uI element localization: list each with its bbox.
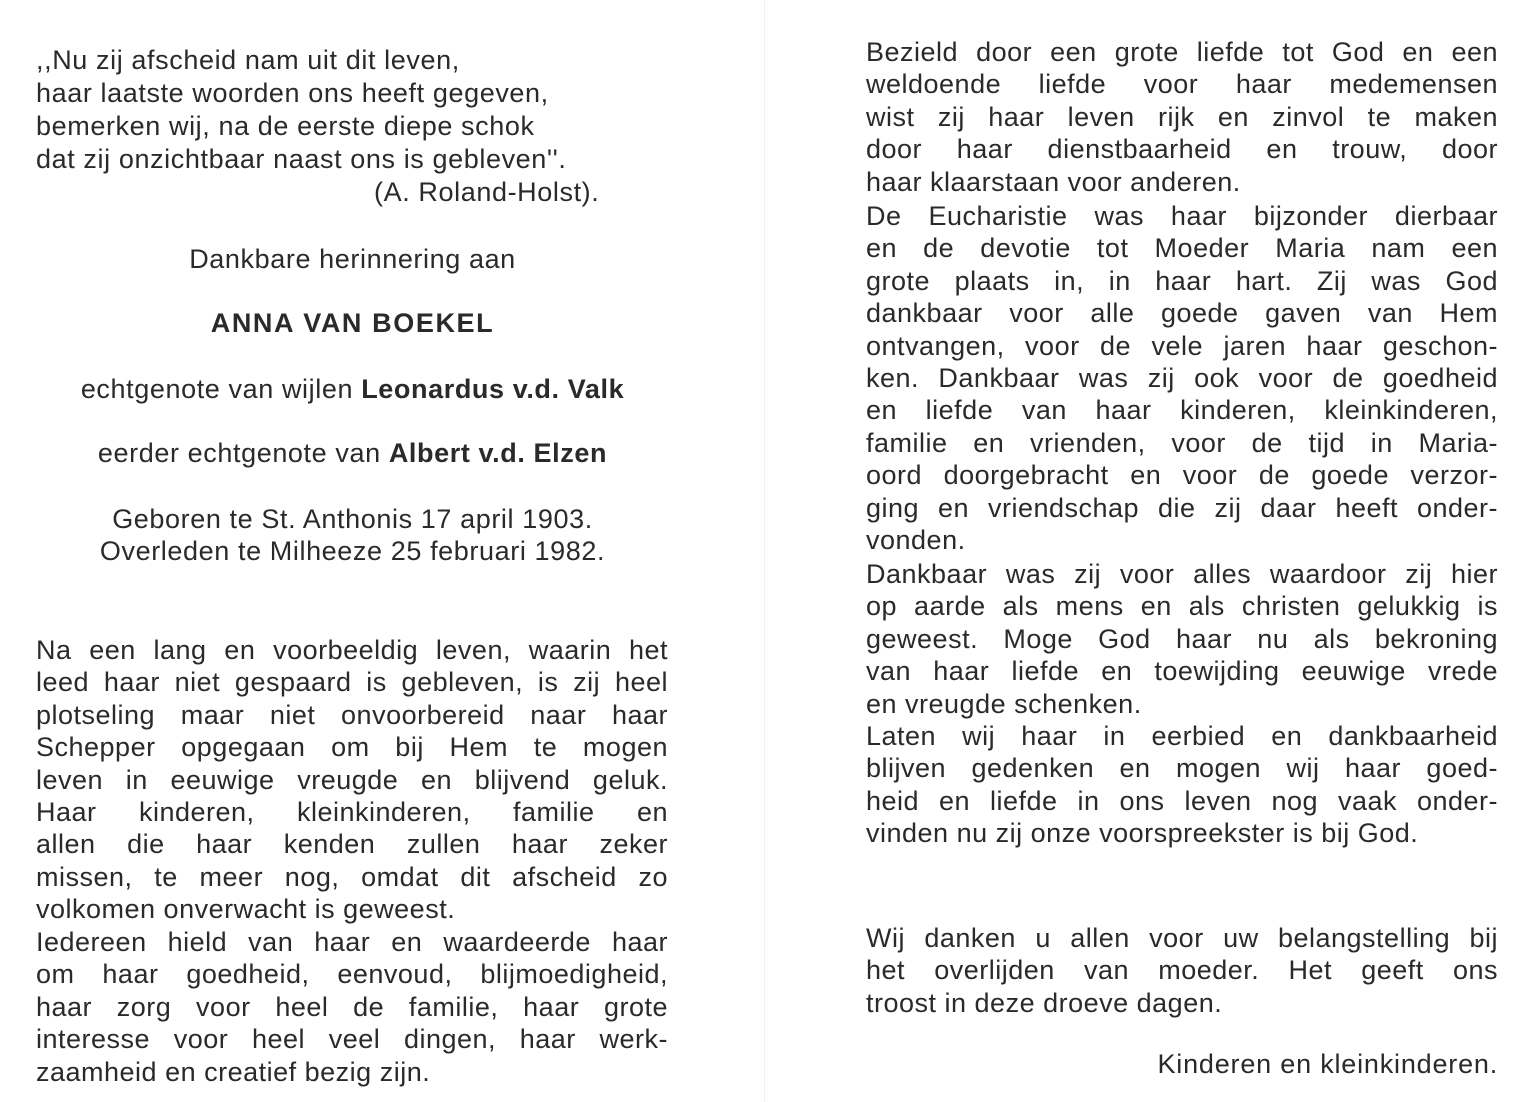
text-line: dankbaar voor alle goede gaven van Hem (866, 298, 1498, 329)
text-line: allen die haar kenden zullen haar zeker (36, 829, 668, 860)
text-line: en liefde van haar kinderen, kleinkinderen, (866, 395, 1498, 426)
poem-line: bemerken wij, na de eerste diepe schok (36, 111, 535, 141)
text-line: Haar kinderen, kleinkinderen, familie en (36, 797, 668, 828)
text-line: leed haar niet gespaard is gebleven, is zij heel (36, 667, 668, 698)
text-line: grote plaats in, in haar hart. Zij was God (866, 265, 1498, 296)
right-paragraph-4 (866, 720, 1498, 850)
right-paragraph-1 (866, 36, 1498, 198)
text-line: om haar goedheid, eenvoud, blijmoedigheid, (36, 959, 668, 990)
signoff: Kinderen en kleinkinderen. (1157, 1049, 1498, 1079)
text-line: vinden nu zij onze voorspreekster is bij God. (866, 818, 1419, 849)
text-line: Schepper opgegaan om bij Hem te mogen (36, 732, 668, 763)
text-line: zaamheid en creatief bezig zijn. (36, 1056, 431, 1087)
text-line: Wij danken u allen voor uw belangstelling bij (866, 923, 1498, 953)
birth-line: Geboren te St. Anthonis 17 april 1903. (112, 504, 593, 534)
former-spouse-line (0, 438, 705, 469)
text-line: missen, te meer nog, omdat dit afscheid zo (36, 861, 668, 892)
text-line: Na een lang en voorbeeldig leven, waarin het (36, 635, 668, 665)
spouse-line (0, 374, 705, 405)
right-paragraph-2 (866, 200, 1498, 556)
spouse-prefix: echtgenote van wijlen (80, 374, 354, 404)
left-paragraph-2 (36, 926, 668, 1088)
poem (36, 44, 656, 207)
text-line: door haar dienstbaarheid en trouw, door (866, 134, 1498, 165)
text-line: geweest. Moge God haar nu als bekroning (866, 623, 1498, 654)
deceased-name: ANNA VAN BOEKEL (210, 308, 495, 338)
text-line: ging en vriendschap die zij daar heeft onder- (866, 492, 1498, 523)
text-line: Bezield door een grote liefde tot God en een (866, 37, 1498, 67)
left-paragraph-1 (36, 634, 668, 926)
former-spouse-name: Albert v.d. Elzen (388, 438, 608, 468)
text-line: leven in eeuwige vreugde en blijvend geluk. (36, 764, 668, 795)
text-line: Iedereen hield van haar en waardeerde haar (36, 927, 668, 957)
poem-author: (A. Roland-Holst). (374, 177, 600, 207)
text-line: familie en vrienden, voor de tijd in Maria- (866, 427, 1498, 458)
text-line: en de devotie tot Moeder Maria nam een (866, 233, 1498, 264)
text-line: wist zij haar leven rijk en zinvol te maken (866, 101, 1498, 132)
text-line: Laten wij haar in eerbied en dankbaarheid (866, 721, 1498, 751)
poem-line: haar laatste woorden ons heeft gegeven, (36, 78, 549, 108)
text-line: van haar liefde en toewijding eeuwige vrede (866, 656, 1498, 687)
text-line: vonden. (866, 525, 966, 556)
thanks-paragraph (866, 922, 1498, 1019)
spouse-name: Leonardus v.d. Valk (361, 374, 625, 404)
death-line: Overleden te Milheeze 25 februari 1982. (99, 536, 606, 566)
right-paragraph-3 (866, 558, 1498, 720)
page-fold-divider (764, 0, 765, 1102)
text-line: haar klaarstaan voor anderen. (866, 166, 1241, 197)
text-line: het overlijden van moeder. Het geeft ons (866, 955, 1498, 986)
text-line: op aarde als mens en als christen gelukkig is (866, 591, 1498, 622)
text-line: en vreugde schenken. (866, 688, 1142, 719)
text-line: blijven gedenken en mogen wij haar goed- (866, 753, 1498, 784)
text-line: weldoende liefde voor haar medemensen (866, 69, 1498, 100)
poem-line: ,,Nu zij afscheid nam uit dit leven, (36, 45, 460, 75)
text-line: De Eucharistie was haar bijzonder dierbaar (866, 201, 1498, 231)
text-line: interesse voor heel veel dingen, haar werk- (36, 1024, 668, 1055)
text-line: volkomen onverwacht is geweest. (36, 894, 456, 925)
memorial-heading: Dankbare herinnering aan (189, 244, 516, 274)
text-line: oord doorgebracht en voor de goede verzor- (866, 460, 1498, 491)
text-line: ken. Dankbaar was zij ook voor de goedheid (866, 363, 1498, 394)
text-line: plotseling maar niet onvoorbereid naar haar (36, 699, 668, 730)
poem-line: dat zij onzichtbaar naast ons is gebleven''. (36, 144, 567, 174)
text-line: Dankbaar was zij voor alles waardoor zij hier (866, 559, 1498, 589)
former-spouse-prefix: eerder echtgenote van (97, 438, 381, 468)
text-line: heid en liefde in ons leven nog vaak onder- (866, 785, 1498, 816)
text-line: haar zorg voor heel de familie, haar grote (36, 991, 668, 1022)
text-line: ontvangen, voor de vele jaren haar geschon- (866, 330, 1498, 361)
text-line: troost in deze droeve dagen. (866, 987, 1223, 1018)
